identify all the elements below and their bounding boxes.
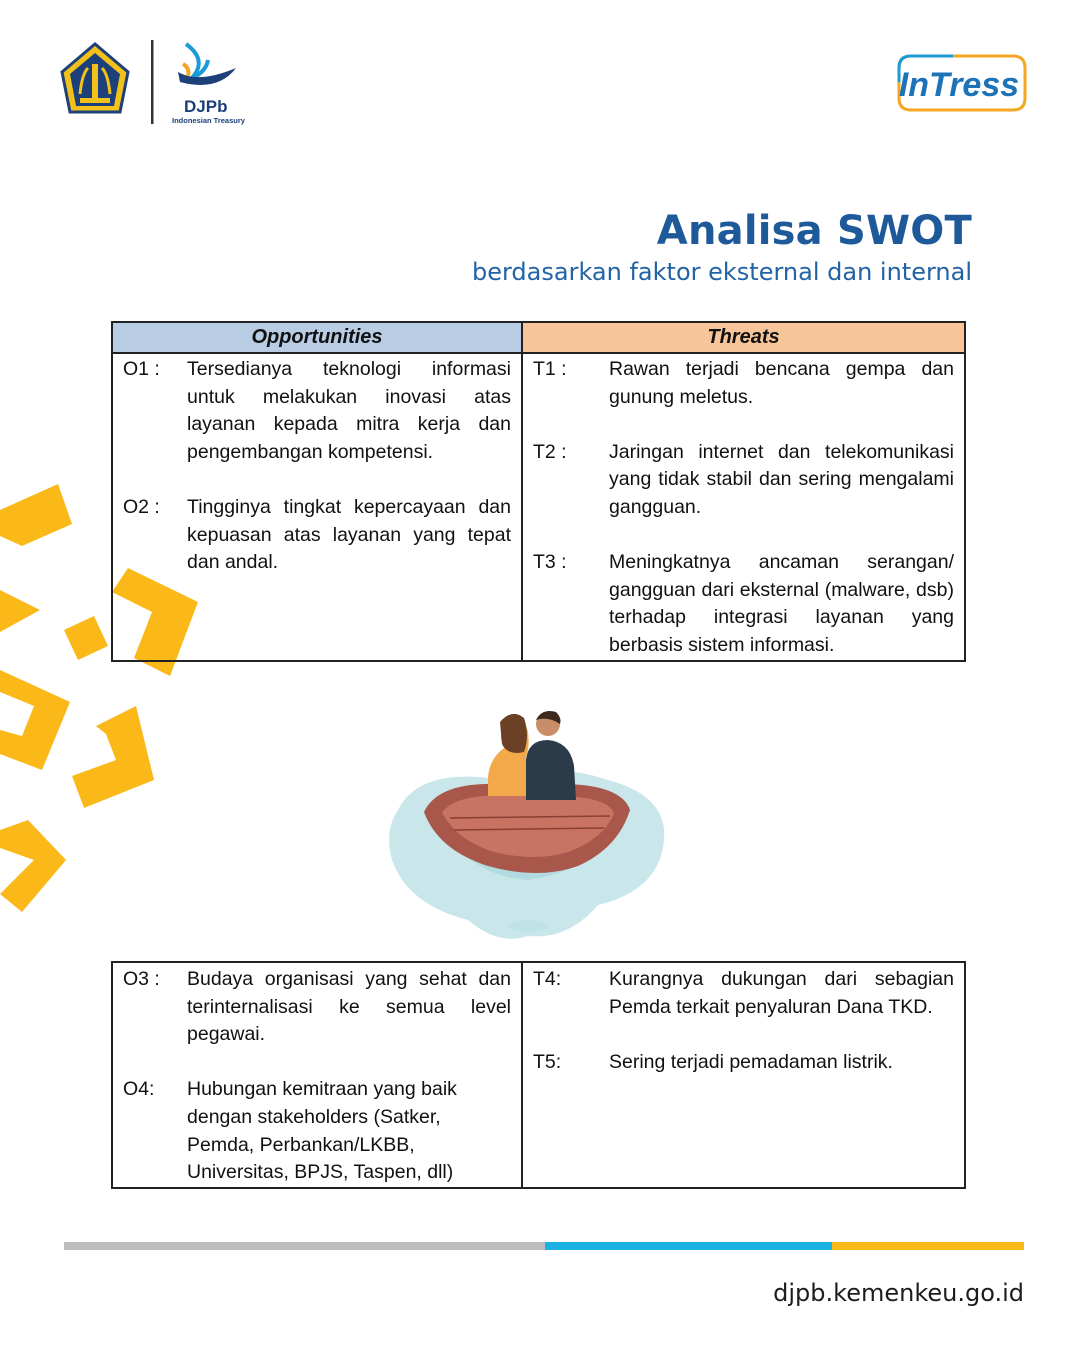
item-text: Tingginya tingkat kepercayaan dan kepuasan atas layanan yang tepat dan andal. [187,495,511,574]
item-code: O4: [123,1078,155,1101]
swot-table-top [111,321,966,662]
opportunities-header: Opportunities [112,322,522,353]
title-block [472,208,972,286]
list-item [123,1076,511,1186]
list-item [533,549,954,659]
djpb-label: DJPb [184,97,228,116]
item-text: Sering terjadi pemadaman listrik. [609,1050,893,1073]
swot-table-bottom [111,961,966,1189]
item-code: T1 : [533,358,567,380]
footer-bar-yellow [832,1242,1024,1250]
threats-header: Threats [522,322,965,353]
list-item [533,1049,954,1077]
intress-logo-text: InTress [898,66,1020,104]
list-item [123,966,511,1049]
list-item [533,439,954,522]
intress-logo-icon [893,52,1027,114]
item-code: O2 : [123,495,160,518]
item-code: T3 : [533,551,567,574]
djpb-logo-icon [178,44,236,85]
list-item [123,494,511,577]
footer-bar-grey [64,1242,545,1250]
item-code: T2 : [533,440,567,463]
couple-in-boat-illustration [378,700,678,950]
footer-website: djpb.kemenkeu.go.id [773,1279,1024,1307]
item-text: Budaya organisasi yang sehat dan terinternalisasi ke semua level pegawai. [187,968,511,1046]
page-subtitle: berdasarkan faktor eksternal dan internal [471,258,972,286]
item-text: Jaringan internet dan telekomunikasi yang tidak stabil dan sering mengalami gangguan. [609,440,954,518]
item-code: T4: [533,968,562,990]
threats-cell-top [522,353,965,661]
item-code: T5: [533,1050,562,1073]
page-title: Analisa SWOT [656,208,972,254]
list-item [123,356,511,466]
list-item [533,966,954,1021]
kemenkeu-emblem-icon [62,44,128,112]
item-text: Kurangnya dukungan dari sebagian Pemda terkait penyaluran Dana TKD. [609,968,954,1018]
item-text: Tersedianya teknologi informasi untuk melakukan inovasi atas layanan kepada mitra kerja dan pengembangan kompetensi. [187,358,511,463]
item-code: O3 : [123,968,160,990]
item-text: Meningkatnya ancaman serangan/ gangguan dari eksternal (malware, dsb) terhadap integrasi layanan yang berbasis sistem informasi. [609,551,954,656]
opportunities-cell-top [112,353,522,661]
djpb-tagline: Indonesian Treasury [172,116,245,125]
opportunities-cell-bottom [112,962,522,1188]
threats-cell-bottom [522,962,965,1188]
list-item [533,356,954,411]
item-text: Hubungan kemitraan yang baik dengan stakeholders (Satker, Pemda, Perbankan/LKBB, Universitas, BPJS, Taspen, dll) [187,1078,457,1184]
footer-bar-blue [545,1242,832,1250]
item-text: Rawan terjadi bencana gempa dan gunung meletus. [609,358,954,408]
header-logos [58,38,258,128]
item-code: O1 : [123,358,160,380]
